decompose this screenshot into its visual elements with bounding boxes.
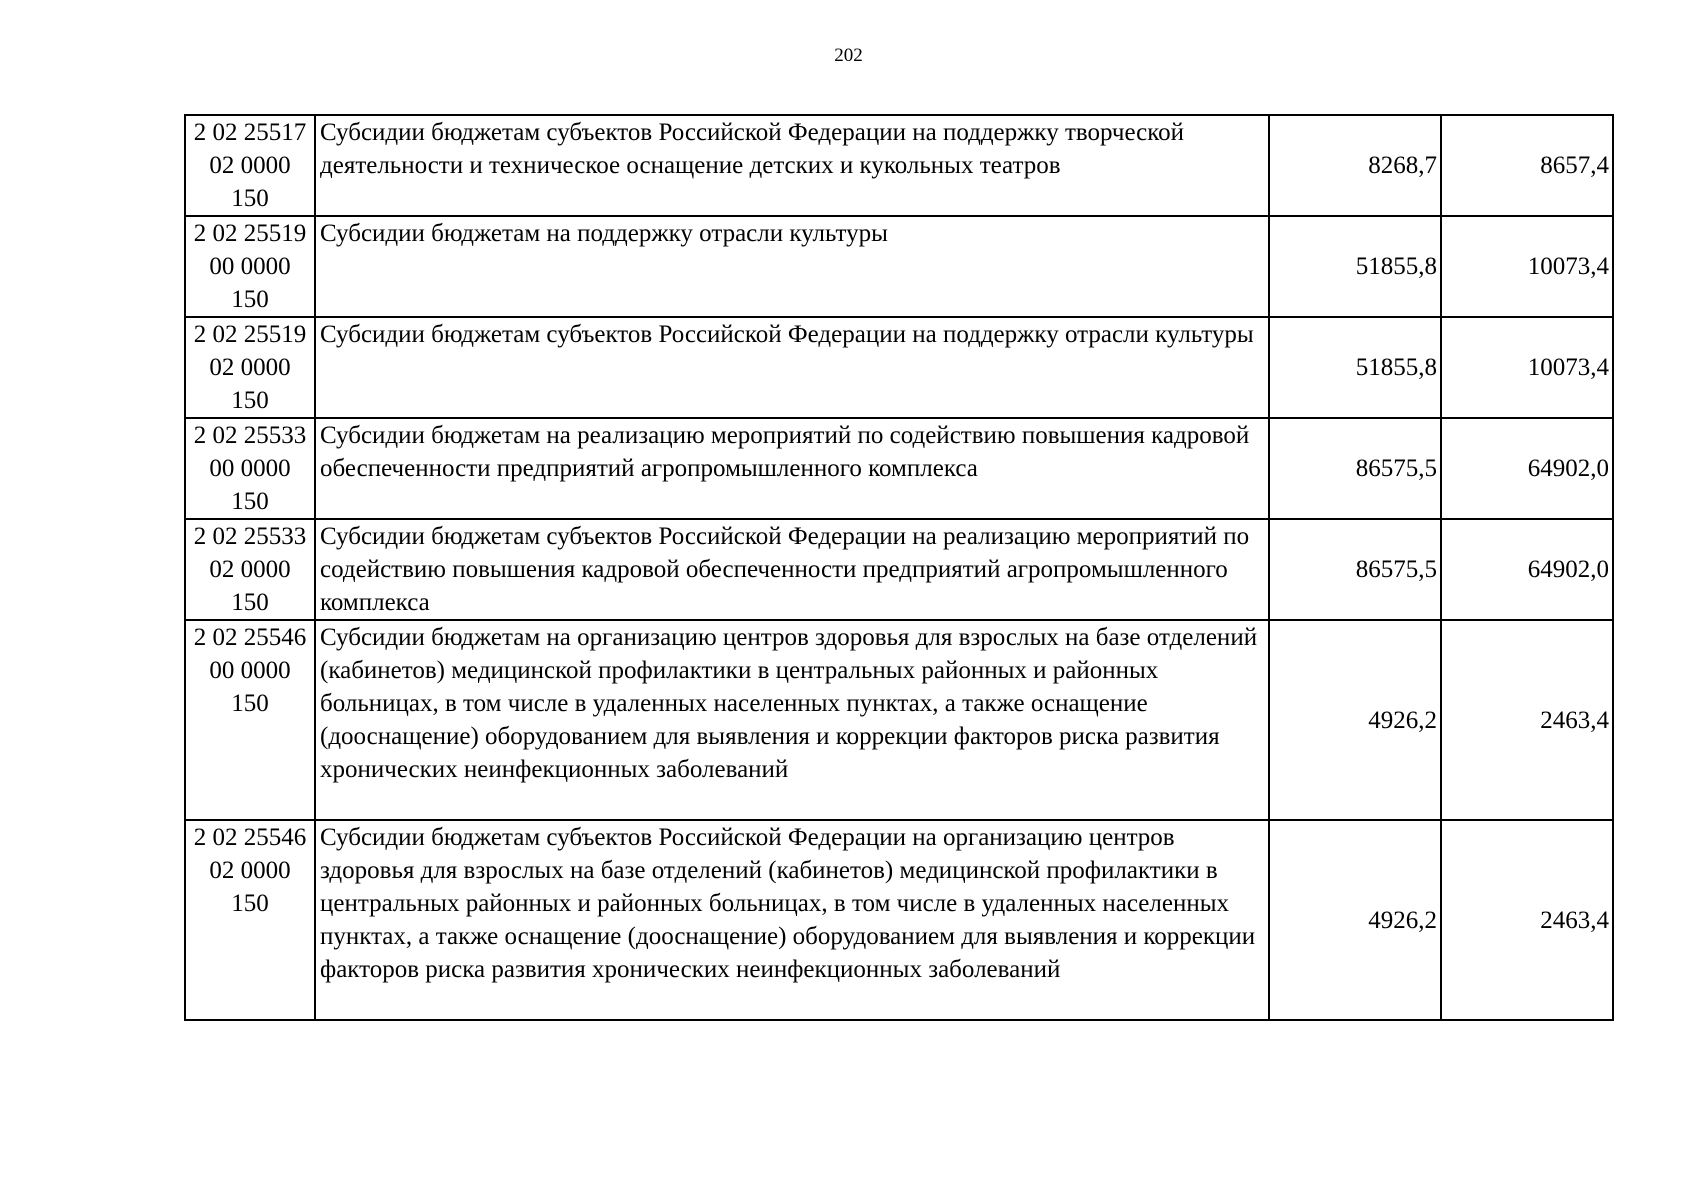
item-name: Субсидии бюджетам субъектов Российской Федерации на реализацию мероприятий по содействию повышения кадровой обеспеченности предприятий агропромышленного комплекса <box>315 519 1269 620</box>
budget-code: 2 02 25519 02 0000 150 <box>185 317 315 418</box>
value-year-2: 64902,0 <box>1441 418 1613 519</box>
value-year-2: 10073,4 <box>1441 216 1613 317</box>
item-name: Субсидии бюджетам субъектов Российской Федерации на поддержку творческой деятельности и техническое оснащение детских и кукольных театров <box>315 115 1269 216</box>
table-row <box>185 418 1613 519</box>
budget-table <box>184 114 1614 1021</box>
item-name: Субсидии бюджетам субъектов Российской Федерации на организацию центров здоровья для взрослых на базе отделений (кабинетов) медицинской профилактики в центральных районных и районных больницах, в том числе в удаленных населенных пунктах, а также оснащение (дооснащение) оборудованием для выявления и коррекции факторов риска развития хронических неинфекционных заболеваний <box>315 820 1269 1020</box>
table-row <box>185 620 1613 820</box>
value-year-1: 86575,5 <box>1269 418 1441 519</box>
budget-code: 2 02 25546 02 0000 150 <box>185 820 315 1020</box>
value-year-2: 64902,0 <box>1441 519 1613 620</box>
budget-code: 2 02 25519 00 0000 150 <box>185 216 315 317</box>
item-name: Субсидии бюджетам на поддержку отрасли культуры <box>315 216 1269 317</box>
item-name: Субсидии бюджетам субъектов Российской Федерации на поддержку отрасли культуры <box>315 317 1269 418</box>
value-year-2: 2463,4 <box>1441 620 1613 820</box>
value-year-2: 10073,4 <box>1441 317 1613 418</box>
budget-code: 2 02 25533 02 0000 150 <box>185 519 315 620</box>
table-row <box>185 519 1613 620</box>
value-year-1: 86575,5 <box>1269 519 1441 620</box>
value-year-1: 51855,8 <box>1269 216 1441 317</box>
table-row <box>185 216 1613 317</box>
item-name: Субсидии бюджетам на организацию центров здоровья для взрослых на базе отделений (кабинетов) медицинской профилактики в центральных районных и районных больницах, в том числе в удаленных населенных пунктах, а также оснащение (дооснащение) оборудованием для выявления и коррекции факторов риска развития хронических неинфекционных заболеваний <box>315 620 1269 820</box>
budget-code: 2 02 25517 02 0000 150 <box>185 115 315 216</box>
value-year-1: 4926,2 <box>1269 620 1441 820</box>
item-name: Субсидии бюджетам на реализацию мероприятий по содействию повышения кадровой обеспеченности предприятий агропромышленного комплекса <box>315 418 1269 519</box>
table-row <box>185 317 1613 418</box>
budget-code: 2 02 25546 00 0000 150 <box>185 620 315 820</box>
value-year-1: 8268,7 <box>1269 115 1441 216</box>
value-year-2: 8657,4 <box>1441 115 1613 216</box>
table-row <box>185 115 1613 216</box>
value-year-2: 2463,4 <box>1441 820 1613 1020</box>
budget-code: 2 02 25533 00 0000 150 <box>185 418 315 519</box>
page-number: 202 <box>834 45 863 66</box>
value-year-1: 51855,8 <box>1269 317 1441 418</box>
value-year-1: 4926,2 <box>1269 820 1441 1020</box>
table-row <box>185 820 1613 1020</box>
